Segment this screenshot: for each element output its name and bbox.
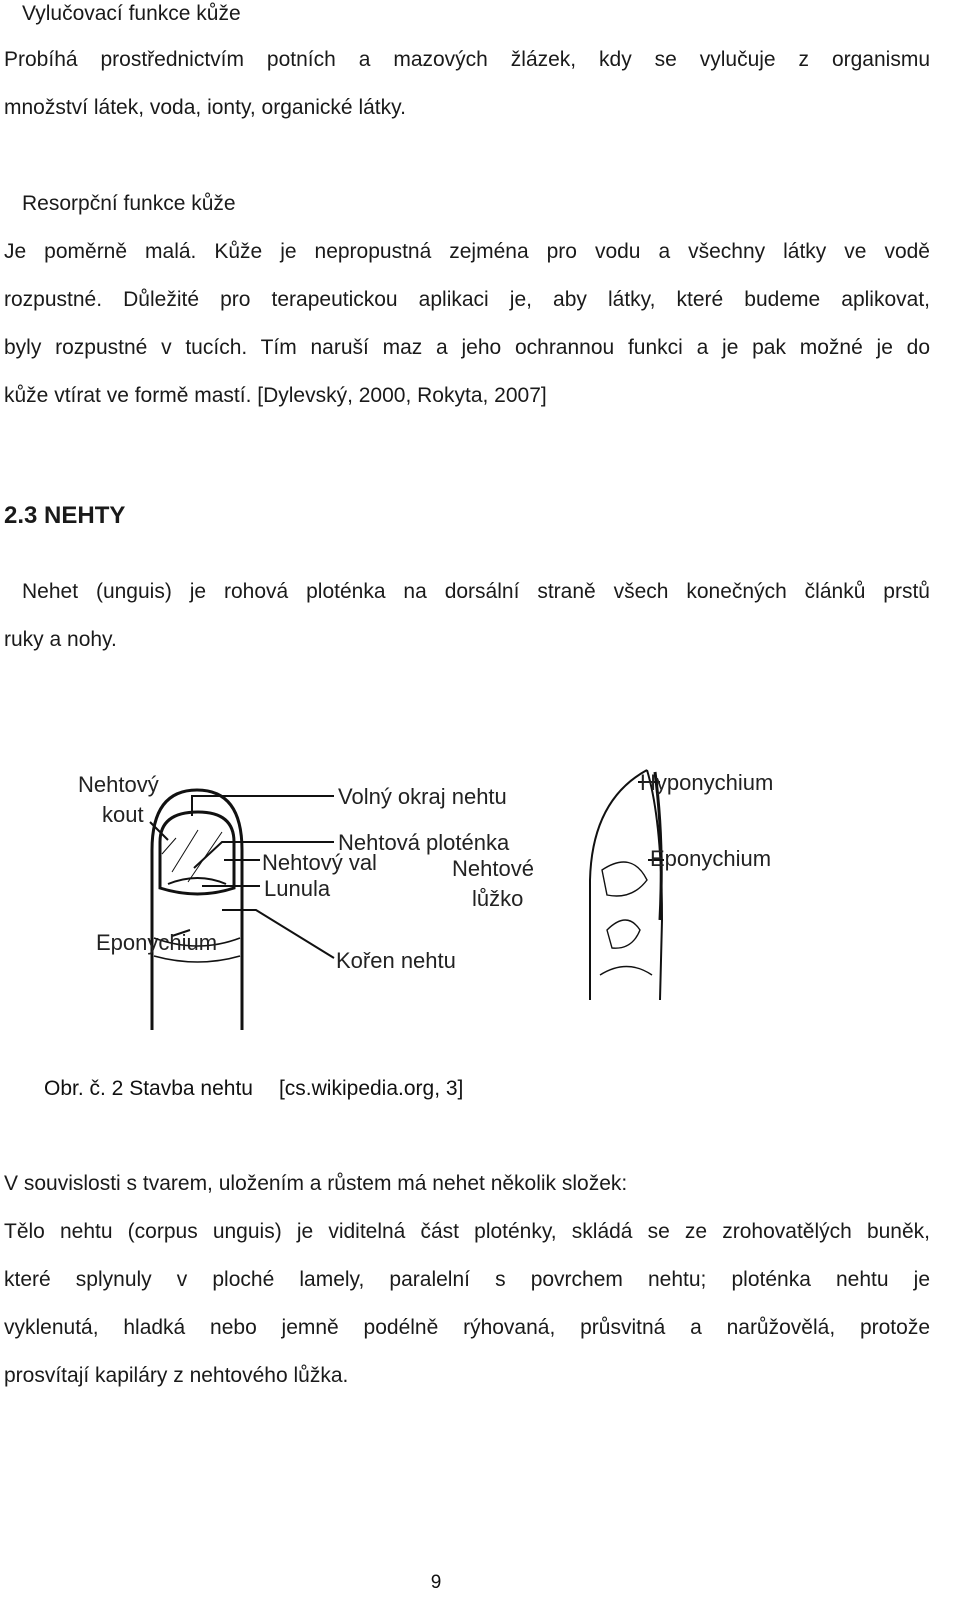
label-lunula: Lunula xyxy=(264,876,331,901)
label-hyponychium: Hyponychium xyxy=(640,770,774,795)
parts-line-4: vyklenutá, hladká nebo jemně podélně rýhovaná, průsvitná a narůžovělá, protože xyxy=(4,1316,930,1339)
label-nail-root: Kořen nehtu xyxy=(336,948,456,973)
label-nail-plate: Nehtová ploténka xyxy=(338,830,510,855)
label-eponychium-right: Eponychium xyxy=(650,846,772,871)
resorption-heading: Resorpční funkce kůže xyxy=(22,192,236,215)
section-heading-nails: 2.3 NEHTY xyxy=(4,502,126,529)
figure-caption-title: Obr. č. 2 Stavba nehtu xyxy=(44,1077,253,1100)
nails-intro-line-2: ruky a nohy. xyxy=(4,628,117,651)
parts-line-5: prosvítají kapiláry z nehtového lůžka. xyxy=(4,1364,349,1387)
label-nail-bed-2: lůžko xyxy=(472,886,524,911)
label-eponychium-left: Eponychium xyxy=(96,930,218,955)
resorption-line-3: byly rozpustné v tucích. Tím naruší maz a jeho ochrannou funkci a je pak možné je do xyxy=(4,336,930,359)
figure-caption-source: [cs.wikipedia.org, 3] xyxy=(278,1077,464,1100)
parts-line-1: V souvislosti s tvarem, uložením a růstem má nehet několik složek: xyxy=(4,1172,628,1195)
figure-caption xyxy=(44,1075,463,1103)
page-number: 9 xyxy=(430,1572,442,1593)
excretory-heading: Vylučovací funkce kůže xyxy=(22,2,241,25)
label-nail-bed-1: Nehtové xyxy=(452,856,534,881)
label-nail-fold: Nehtový val xyxy=(262,850,377,875)
resorption-line-2: rozpustné. Důležité pro terapeutickou aplikaci je, aby látky, které budeme aplikovat, xyxy=(4,288,930,311)
nails-intro-line-1: Nehet (unguis) je rohová ploténka na dorsální straně všech konečných článků prstů xyxy=(22,580,930,603)
excretory-line-1: Probíhá prostřednictvím potních a mazových žlázek, kdy se vylučuje z organismu xyxy=(4,48,930,71)
label-nail-corner-2: kout xyxy=(102,802,144,827)
label-nail-corner-1: Nehtový xyxy=(78,772,159,797)
finger-section-drawing xyxy=(590,770,662,1000)
parts-line-3: které splynuly v ploché lamely, paralelní s povrchem nehtu; ploténka nehtu je xyxy=(4,1268,930,1291)
resorption-line-4: kůže vtírat ve formě mastí. [Dylevský, 2000, Rokyta, 2007] xyxy=(4,384,547,407)
label-free-edge: Volný okraj nehtu xyxy=(338,784,507,809)
nail-anatomy-figure xyxy=(72,760,802,1040)
resorption-line-1: Je poměrně malá. Kůže je nepropustná zejména pro vodu a všechny látky ve vodě xyxy=(4,240,930,263)
parts-line-2: Tělo nehtu (corpus unguis) je viditelná část ploténky, skládá se ze zrohovatělých buněk, xyxy=(4,1220,930,1243)
excretory-line-2: množství látek, voda, ionty, organické látky. xyxy=(4,96,406,119)
